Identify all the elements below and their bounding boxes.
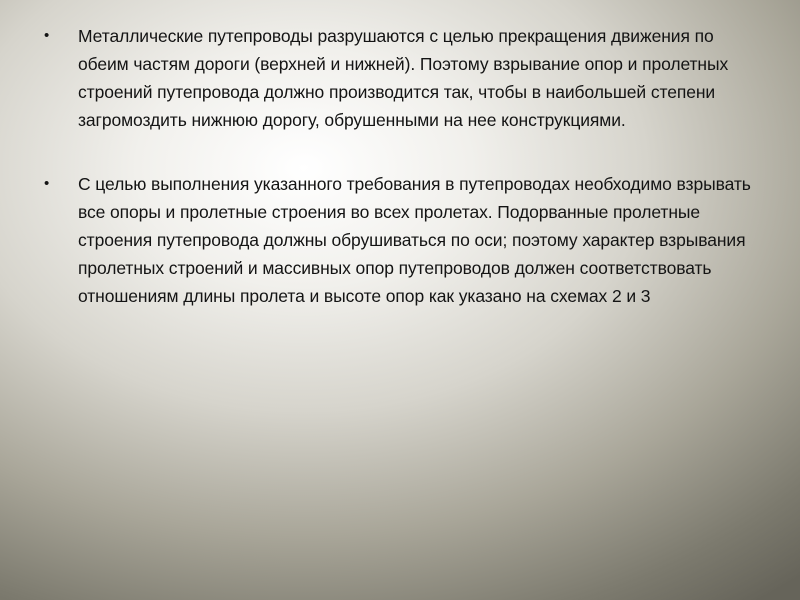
slide-body [44,22,764,310]
bullet-item-1 [44,22,764,134]
bullet-item-2 [44,170,764,310]
bullet-icon: • [44,27,50,44]
bullet-icon: • [44,175,50,192]
bullet-text-2: С целью выполнения указанного требования в путепроводах необходимо взрывать все опоры и пролетные строения во всех пролетах. Подорванные пролетные строения путепровода должны обрушиваться по оси; поэтому характер взрывания пролетных строений и массивных опор путепроводов должен соответствовать отношениям длины пролета и высоте опор как указано на схемах 2 и 3 [78,174,751,306]
bullet-text-1: Металлические путепроводы разрушаются с целью прекращения движения по обеим частям дороги (верхней и нижней). Поэтому взрывание опор и пролетных строений путепровода должно производится так, чтобы в наибольшей степени загромоздить нижнюю дорогу, обрушенными на нее конструкциями. [78,26,729,130]
